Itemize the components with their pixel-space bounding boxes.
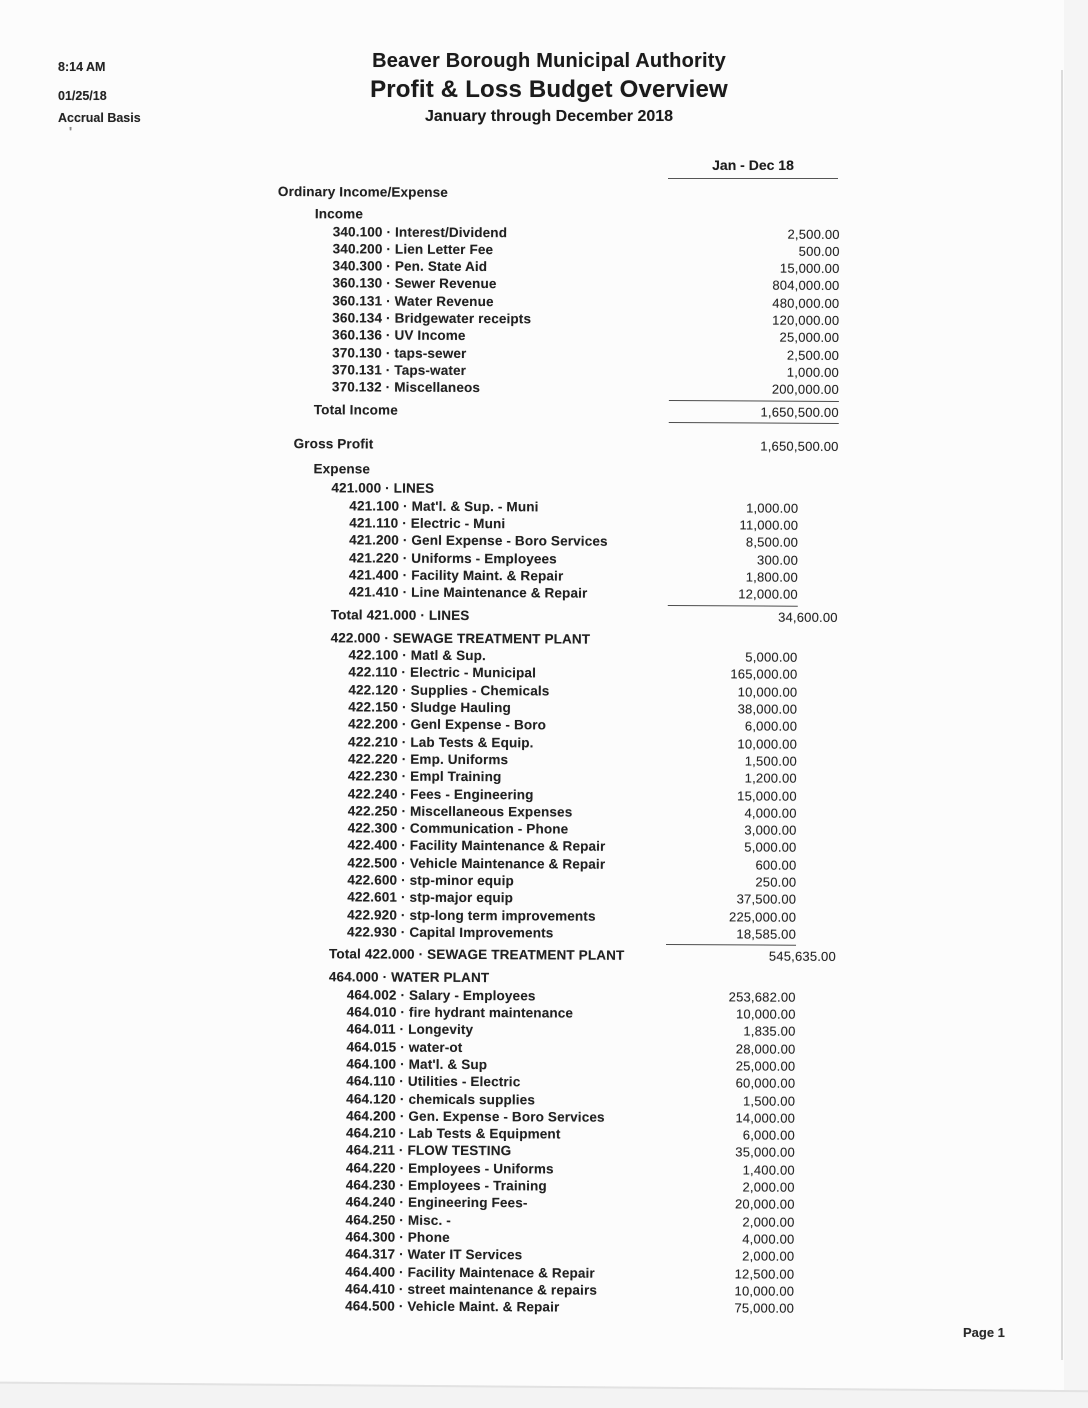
report-row — [277, 378, 839, 401]
amount-value: 600.00 — [755, 857, 797, 873]
account-label: 340.100 · Interest/Dividend — [332, 223, 508, 240]
account-label: 422.300 · Communication - Phone — [347, 820, 569, 837]
account-label: Gross Profit — [293, 435, 374, 452]
report-row — [277, 435, 839, 455]
account-label: 422.200 · Genl Expense - Boro — [348, 716, 547, 733]
account-label: 421.200 · Genl Expense - Boro Services — [349, 532, 608, 550]
amount-value: 34,600.00 — [778, 609, 838, 625]
scan-page-bottom-edge — [0, 1382, 1088, 1408]
amount-value: 2,000.00 — [742, 1214, 795, 1230]
print-time: 8:14 AM — [58, 60, 106, 74]
account-label: 464.410 · street maintenance & repairs — [345, 1281, 598, 1298]
account-label: 464.400 · Facility Maintenace & Repair — [345, 1263, 595, 1281]
amount-value: 300.00 — [757, 552, 799, 568]
account-label: 422.230 · Empl Training — [347, 768, 502, 785]
account-label: 422.400 · Facility Maintenance & Repair — [347, 837, 606, 855]
amount-value: 14,000.00 — [735, 1110, 796, 1126]
amount-value: 1,000.00 — [746, 500, 799, 516]
account-label: 421.110 · Electric - Muni — [349, 515, 506, 532]
amount-value: 4,000.00 — [744, 805, 797, 821]
amount-value: 10,000.00 — [737, 684, 798, 700]
amount-value: 5,000.00 — [744, 839, 797, 856]
amount-value: 38,000.00 — [737, 701, 798, 717]
account-label: 360.130 · Sewer Revenue — [332, 275, 497, 292]
account-label: 422.500 · Vehicle Maintenance & Repair — [347, 855, 606, 872]
account-label: 464.002 · Salary - Employees — [346, 987, 536, 1004]
amount-value: 10,000.00 — [735, 1006, 796, 1022]
account-label: 422.120 · Supplies - Chemicals — [348, 682, 550, 699]
report-header — [10, 50, 1088, 126]
account-label: 370.132 · Miscellaneos — [331, 379, 481, 396]
account-label: 464.317 · Water IT Services — [345, 1246, 523, 1263]
amount-value: 35,000.00 — [735, 1144, 795, 1161]
company-name: Beaver Borough Municipal Authority — [372, 50, 726, 72]
account-label: 464.015 · water-ot — [346, 1039, 463, 1055]
amount-value: 12,500.00 — [734, 1265, 795, 1282]
amount-value: 2,500.00 — [787, 226, 840, 242]
amount-value: 15,000.00 — [779, 260, 840, 277]
report-row — [274, 945, 836, 965]
account-label: 421.410 · Line Maintenance & Repair — [348, 584, 588, 601]
account-label: 340.300 · Pen. State Aid — [332, 258, 488, 275]
account-label: Expense — [313, 461, 371, 477]
account-label: 370.130 · taps-sewer — [332, 344, 467, 361]
amount-value: 25,000.00 — [779, 330, 840, 346]
account-label: 464.250 · Misc. - — [345, 1211, 451, 1228]
report-row — [276, 606, 838, 626]
account-label: Total Income — [313, 401, 398, 418]
account-label: 464.200 · Gen. Expense - Boro Services — [346, 1108, 605, 1125]
account-label: 464.100 · Mat'l. & Sup — [346, 1056, 488, 1073]
account-label: 464.240 · Engineering Fees- — [345, 1194, 528, 1211]
account-label: 360.136 · UV Income — [332, 327, 466, 344]
account-label: 464.010 · fire hydrant maintenance — [346, 1004, 574, 1021]
amount-value: 200,000.00 — [669, 380, 839, 401]
account-label: 421.100 · Mat'l. & Sup. - Muni — [349, 498, 539, 515]
amount-value: 253,682.00 — [728, 989, 796, 1005]
amount-value: 120,000.00 — [772, 312, 840, 329]
account-label: 340.200 · Lien Letter Fee — [332, 241, 494, 258]
amount-value: 250.00 — [755, 874, 797, 890]
accrual-basis-label: Accrual Basis — [58, 111, 141, 125]
account-label: 422.600 · stp-minor equip — [347, 872, 514, 889]
account-label: 464.211 · FLOW TESTING — [345, 1142, 512, 1159]
amount-value: 2,500.00 — [786, 347, 840, 363]
account-label: Total 421.000 · LINES — [330, 606, 470, 623]
amount-value: 1,200.00 — [744, 770, 797, 786]
amount-value: 1,835.00 — [743, 1023, 796, 1040]
amount-value: 25,000.00 — [735, 1058, 796, 1074]
report-row — [277, 401, 839, 424]
scan-edge-strip — [1064, 0, 1088, 1408]
amount-value: 2,000.00 — [742, 1179, 795, 1195]
account-label: 360.131 · Water Revenue — [332, 293, 494, 309]
report-period: January through December 2018 — [424, 108, 674, 125]
account-label: 422.250 · Miscellaneous Expenses — [347, 803, 573, 820]
account-label: Ordinary Income/Expense — [277, 183, 449, 200]
account-label: 464.220 · Employees - Uniforms — [345, 1160, 554, 1177]
report-row — [276, 460, 838, 480]
account-label: 422.100 · Matl & Sup. — [348, 647, 487, 664]
amount-value: 500.00 — [798, 243, 840, 259]
scan-stray-mark: ' — [69, 124, 73, 139]
scan-edge-line — [1061, 70, 1063, 1360]
account-label: 422.220 · Emp. Uniforms — [347, 751, 509, 768]
account-label: 421.220 · Uniforms - Employees — [349, 550, 557, 567]
report-row — [276, 583, 838, 606]
report-row — [278, 183, 840, 203]
amount-value: 480,000.00 — [772, 295, 840, 311]
amount-value: 1,650,500.00 — [669, 403, 839, 424]
account-label: 360.134 · Bridgewater receipts — [332, 310, 532, 327]
account-label: 464.500 · Vehicle Maint. & Repair — [345, 1298, 560, 1315]
amount-value: 4,000.00 — [742, 1231, 795, 1247]
report-row — [272, 1297, 834, 1317]
amount-value: 225,000.00 — [729, 908, 797, 925]
account-label: 422.240 · Fees - Engineering — [347, 785, 534, 802]
amount-value: 5,000.00 — [745, 649, 798, 665]
account-label: 464.300 · Phone — [345, 1229, 450, 1245]
account-label: Total 422.000 · SEWAGE TREATMENT PLANT — [328, 946, 625, 963]
account-label: 464.120 · chemicals supplies — [346, 1090, 536, 1107]
account-label: 464.210 · Lab Tests & Equipment — [345, 1125, 561, 1142]
amount-value: 15,000.00 — [737, 787, 797, 804]
amount-value: 1,500.00 — [744, 753, 798, 769]
report-row — [274, 923, 836, 946]
amount-value: 8,500.00 — [745, 534, 799, 551]
amount-value: 545,635.00 — [768, 948, 836, 965]
amount-value: 10,000.00 — [734, 1283, 795, 1299]
amount-value: 1,400.00 — [742, 1162, 795, 1178]
amount-value: 18,585.00 — [666, 925, 796, 946]
account-label: 464.000 · WATER PLANT — [328, 969, 490, 986]
print-date: 01/25/18 — [58, 89, 107, 103]
page-title: Profit & Loss Budget Overview — [370, 76, 728, 103]
account-label: 422.000 · SEWAGE TREATMENT PLANT — [330, 630, 591, 647]
account-label: 421.400 · Facility Maint. & Repair — [348, 567, 564, 584]
amount-value: 10,000.00 — [737, 736, 798, 752]
amount-value: 6,000.00 — [744, 718, 798, 735]
amount-value: 60,000.00 — [735, 1075, 796, 1091]
amount-value: 1,650,500.00 — [760, 438, 839, 454]
amount-value: 1,800.00 — [745, 569, 798, 585]
amount-value: 28,000.00 — [735, 1041, 796, 1057]
account-label: 422.930 · Capital Improvements — [347, 924, 554, 941]
report-body — [272, 183, 840, 1317]
page-number: Page 1 — [963, 1325, 1005, 1340]
account-label: 422.210 · Lab Tests & Equip. — [348, 733, 534, 750]
amount-value: 11,000.00 — [739, 517, 799, 533]
account-label: 421.000 · LINES — [331, 480, 435, 497]
amount-value: 75,000.00 — [734, 1300, 795, 1316]
amount-value: 6,000.00 — [742, 1127, 796, 1143]
account-label: 422.150 · Sludge Hauling — [348, 699, 511, 716]
account-label: 422.110 · Electric - Municipal — [348, 664, 537, 681]
amount-value: 12,000.00 — [668, 585, 798, 606]
account-label: 370.131 · Taps-water — [331, 362, 467, 378]
account-label: 422.920 · stp-long term improvements — [347, 906, 596, 924]
amount-column-header: Jan - Dec 18 — [668, 157, 838, 179]
amount-value: 1,500.00 — [742, 1092, 796, 1109]
amount-value: 1,000.00 — [786, 364, 840, 380]
account-label: 464.110 · Utilities - Electric — [346, 1073, 521, 1090]
amount-value: 3,000.00 — [744, 822, 797, 838]
account-label: Income — [314, 206, 364, 222]
amount-value: 20,000.00 — [734, 1196, 795, 1213]
account-label: 464.230 · Employees - Training — [345, 1177, 547, 1194]
amount-value: 2,000.00 — [742, 1248, 795, 1264]
account-label: 464.011 · Longevity — [346, 1021, 474, 1038]
amount-value: 37,500.00 — [736, 891, 797, 908]
account-label: 422.601 · stp-major equip — [347, 889, 514, 906]
amount-value: 804,000.00 — [772, 278, 840, 294]
amount-value: 165,000.00 — [730, 666, 798, 683]
